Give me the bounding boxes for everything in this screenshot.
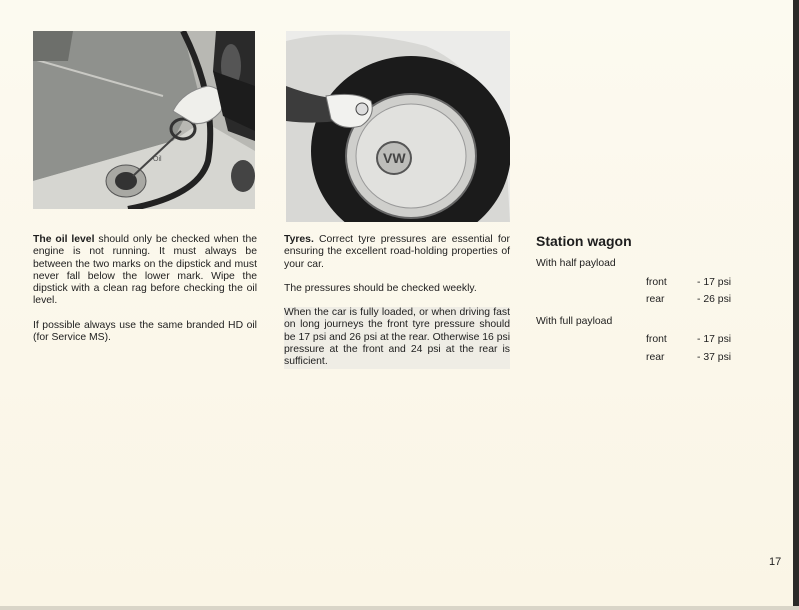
full-rear-value: - 37 psi [697,352,732,363]
station-wagon-heading: Station wagon [536,233,632,249]
full-front-value: - 17 psi [697,334,732,345]
page-number: 17 [769,556,782,568]
oil-para-1 [33,234,257,308]
vw-logo-icon: VW [383,150,406,166]
tyres-para-1-text: Correct tyre pressures are essential for ensuring the excellent road-holding properties of your car. [284,234,510,270]
oil-lead: The oil level [33,234,95,245]
page-bottom-edge [0,606,799,610]
tyres-text [284,234,510,381]
full-front-label: front [646,334,667,345]
oil-para-1-text: should only be checked when the engine is not running. It must always be between the two marks on the dipstick and must never fall below the lower mark. Wipe the dipstick with a clean rag before checking the oil level. [33,234,258,307]
full-rear-label: rear [646,352,665,363]
tyres-para-2: The pressures should be checked weekly. [284,282,477,294]
half-rear-label: rear [646,294,665,305]
oil-para-2: If possible always use the same branded HD oil (for Service MS). [33,319,257,344]
tyre-pressure-photo [286,31,510,222]
page-edge-shadow [793,0,799,610]
tyres-para-1 [284,234,510,271]
half-front-label: front [646,277,667,288]
full-payload-label: With full payload [536,316,613,327]
oil-dipstick-photo [33,31,255,209]
tyres-para-3: When the car is fully loaded, or when driving fast on long journeys the front tyre pressure should be 17 psi and 26 psi at the rear. Otherwise 16 psi pressure at the front and 24 psi at the rear is sufficient. [284,307,510,368]
half-rear-value: - 26 psi [697,294,732,305]
tyres-lead: Tyres. [284,234,314,245]
half-front-value: - 17 psi [697,277,732,288]
half-payload-label: With half payload [536,258,616,269]
oil-label-text: Oil [153,156,162,163]
oil-level-text [33,234,257,356]
